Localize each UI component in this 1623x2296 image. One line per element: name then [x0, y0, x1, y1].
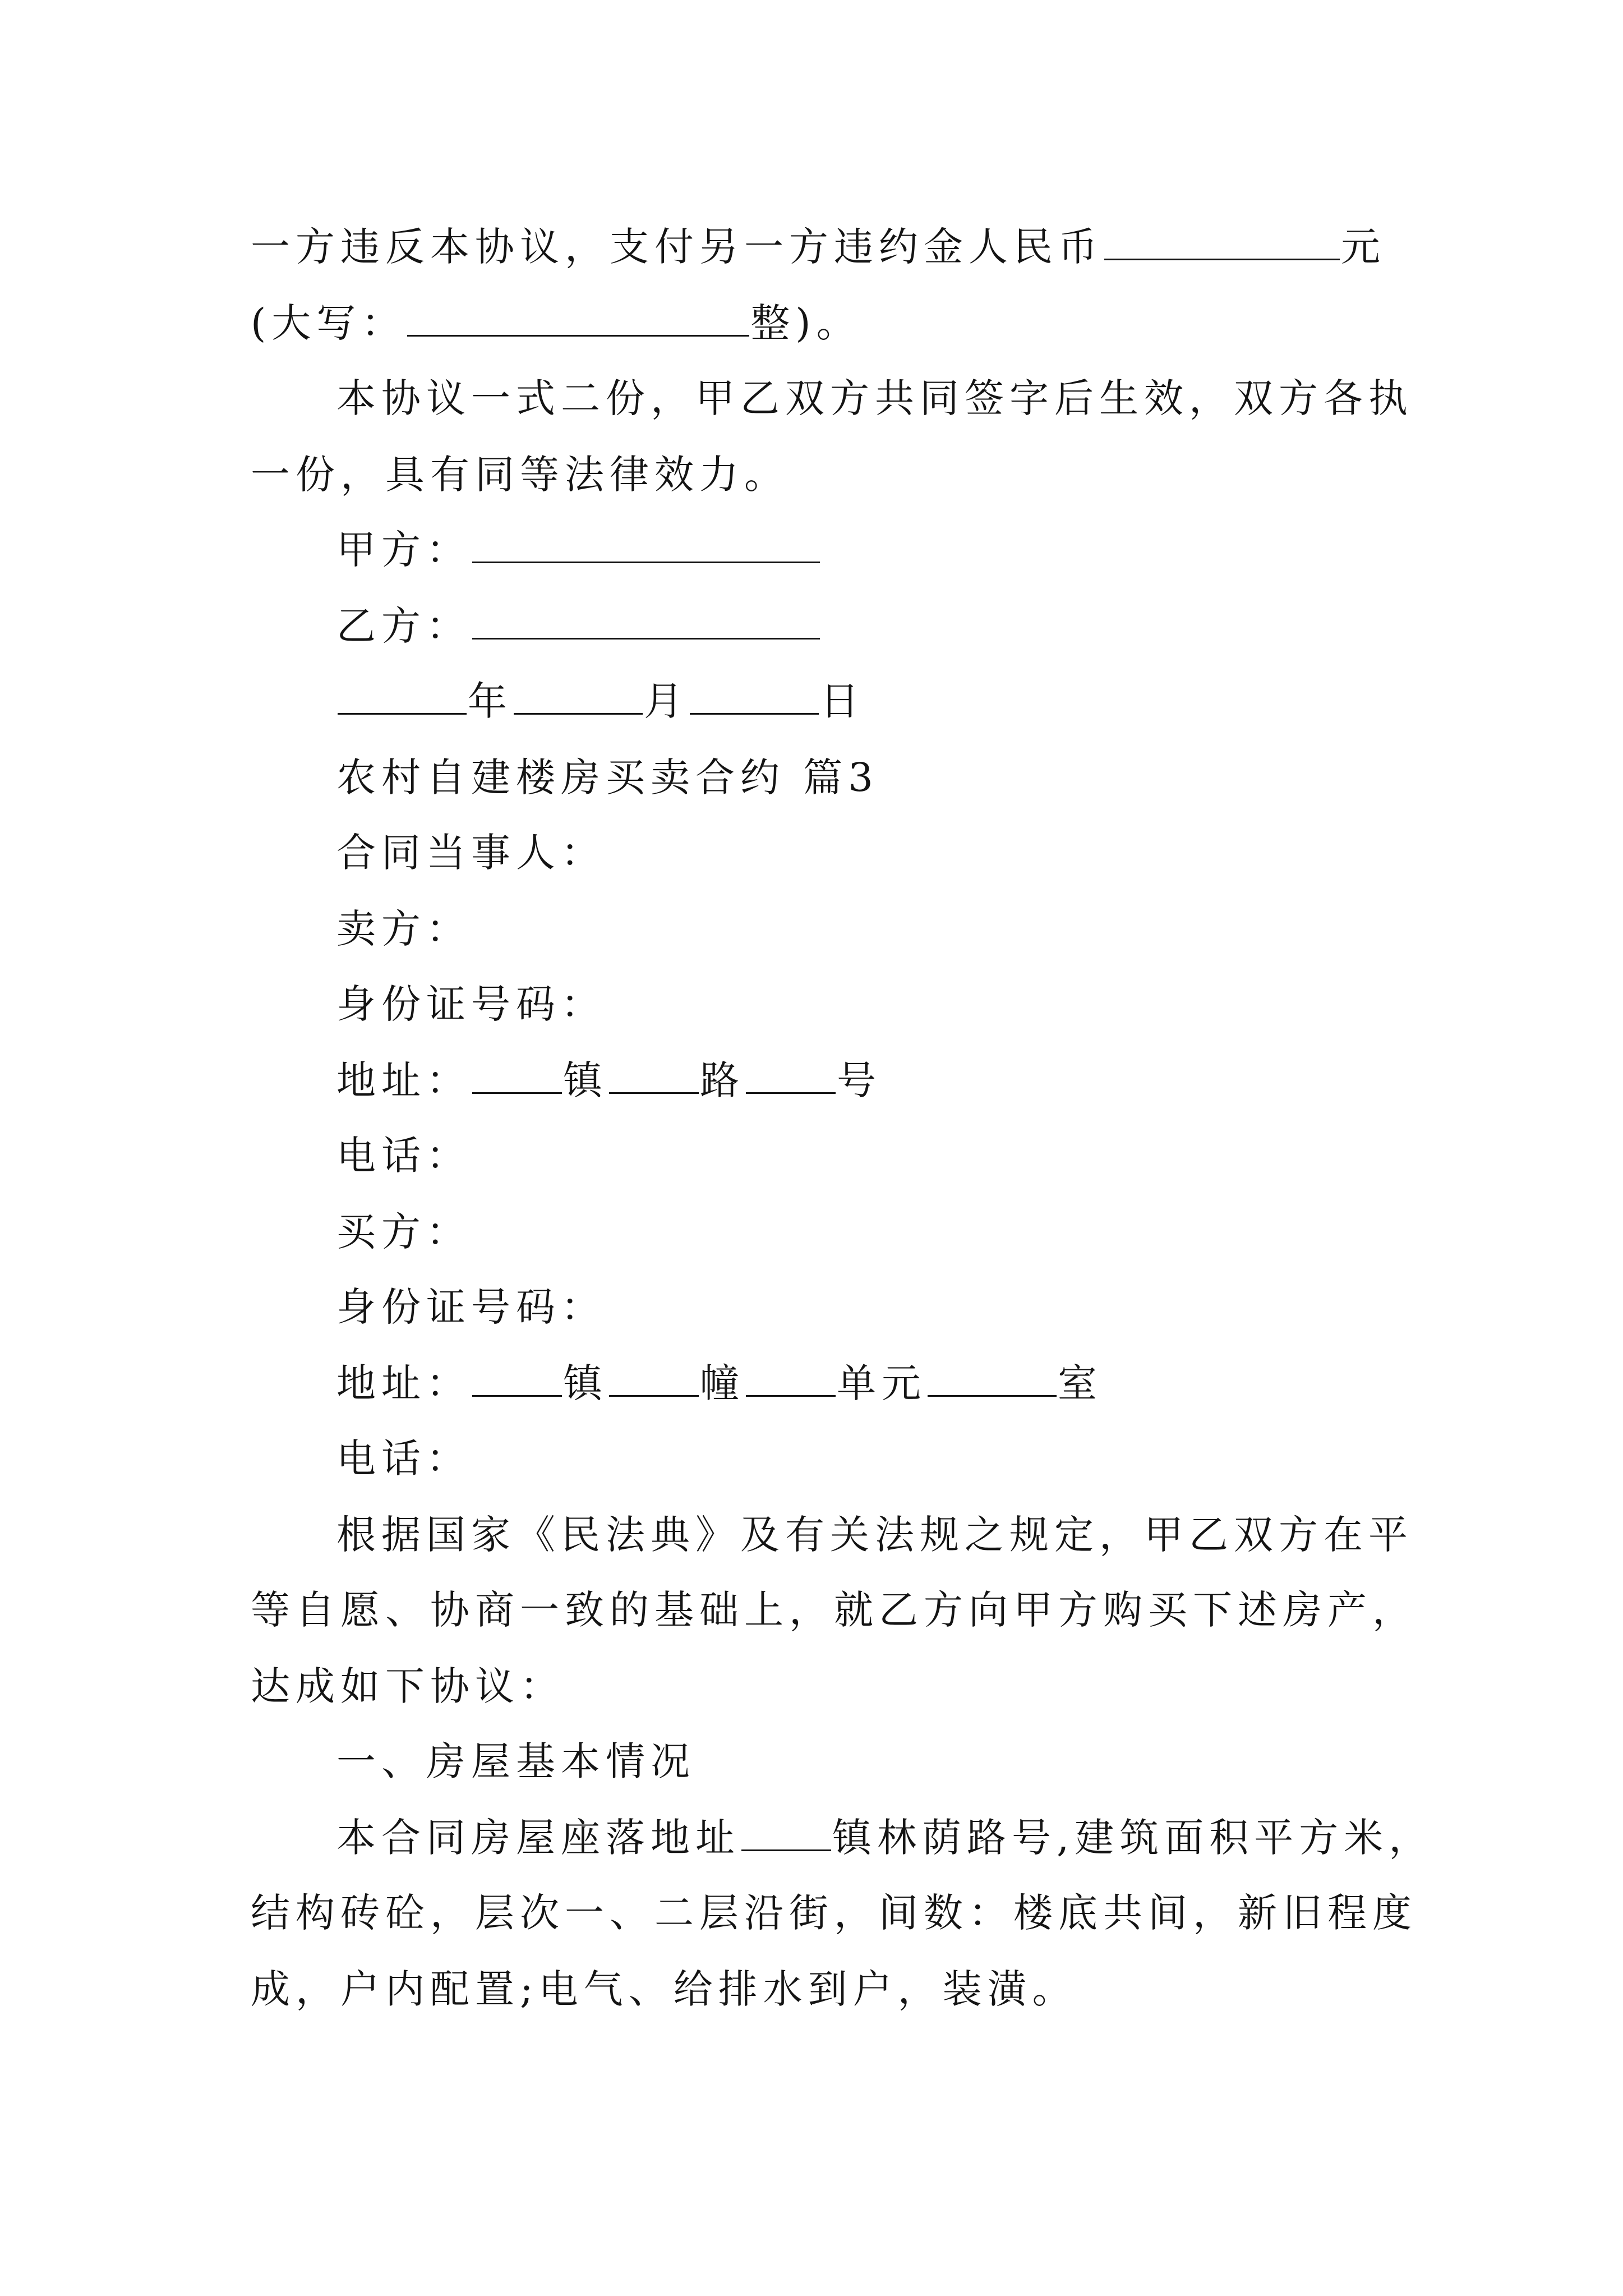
blank-field: [746, 1057, 836, 1094]
text: 号: [837, 1057, 882, 1103]
text-line: [251, 1583, 1417, 1637]
address-line: [336, 1356, 1103, 1410]
text-line: [336, 1205, 471, 1259]
label: 乙方：: [336, 603, 471, 649]
text: 单元: [837, 1360, 926, 1406]
text-line: [251, 220, 1386, 274]
text: 本协议一式二份，甲乙双方共同签字后生效，双方各执: [336, 375, 1413, 421]
date-line: [336, 674, 865, 728]
text: 本合同房屋座落地址: [336, 1815, 740, 1861]
text-line: [251, 448, 789, 501]
text: 年: [468, 678, 513, 724]
text: 幢: [700, 1360, 745, 1406]
text: 电话：: [336, 1435, 471, 1481]
text: 达成如下协议：: [251, 1663, 565, 1709]
text: 镇林荫路号,建筑面积平方米，: [832, 1815, 1434, 1861]
text-line: [336, 371, 1413, 425]
blank-field: [338, 678, 467, 715]
blank-field: [514, 678, 643, 715]
text: 根据国家《民法典》及有关法规之规定，甲乙双方在平: [336, 1512, 1413, 1558]
text-line: [336, 523, 821, 577]
text: 身份证号码：: [336, 1284, 606, 1330]
text-line: [336, 1280, 606, 1334]
blank-field: [472, 1057, 562, 1094]
text-line: [251, 296, 861, 350]
text: 身份证号码：: [336, 981, 606, 1027]
blank-field: [472, 527, 820, 563]
text: 买方：: [336, 1209, 471, 1255]
text-line: [336, 1432, 471, 1485]
blank-field: [746, 1360, 836, 1397]
blank-field: [407, 300, 749, 337]
label: 地址：: [336, 1360, 471, 1406]
text: 路: [700, 1057, 745, 1103]
blank-field: [472, 603, 820, 639]
text-line: [336, 826, 606, 880]
text: 一份，具有同等法律效力。: [251, 452, 789, 498]
text: 镇: [563, 1360, 608, 1406]
label: 地址：: [336, 1057, 471, 1103]
text-line: [251, 1962, 1077, 2016]
address-line: [336, 1053, 882, 1107]
blank-field: [609, 1057, 699, 1094]
text: 整)。: [750, 300, 861, 346]
text-line: [336, 1811, 1433, 1865]
text-line: [336, 902, 471, 956]
text-line: [251, 1659, 565, 1713]
text: 成，户内配置;电气、给排水到户，装潢。: [251, 1966, 1077, 2012]
text: 卖方：: [336, 906, 471, 952]
blank-field: [1104, 224, 1340, 260]
text-line: [336, 977, 606, 1031]
blank-field: [741, 1815, 831, 1851]
blank-field: [928, 1360, 1057, 1397]
section-heading: [336, 751, 879, 804]
text: 一方违反本协议，支付另一方违约金人民币: [251, 224, 1103, 270]
label: 甲方：: [336, 527, 471, 573]
blank-field: [472, 1360, 562, 1397]
text: 镇: [563, 1057, 608, 1103]
text: 合同当事人：: [336, 830, 606, 876]
text: 农村自建楼房买卖合约 篇3: [336, 754, 879, 800]
blank-field: [609, 1360, 699, 1397]
text: 日: [820, 678, 865, 724]
blank-field: [690, 678, 819, 715]
text: 室: [1058, 1360, 1103, 1406]
text: 一、房屋基本情况: [336, 1738, 695, 1784]
text: (大写：: [251, 300, 407, 346]
text-line: [336, 1129, 471, 1182]
text-line: [336, 1508, 1413, 1562]
text-line: [251, 1886, 1417, 1940]
text: 电话：: [336, 1133, 471, 1179]
section-heading: [336, 1734, 695, 1788]
text: 月: [644, 678, 689, 724]
text: 元: [1341, 224, 1386, 270]
text: 等自愿、协商一致的基础上，就乙方向甲方购买下述房产，: [251, 1587, 1417, 1633]
text-line: [336, 599, 821, 653]
text: 结构砖砼，层次一、二层沿街，间数：楼底共间，新旧程度: [251, 1890, 1417, 1936]
